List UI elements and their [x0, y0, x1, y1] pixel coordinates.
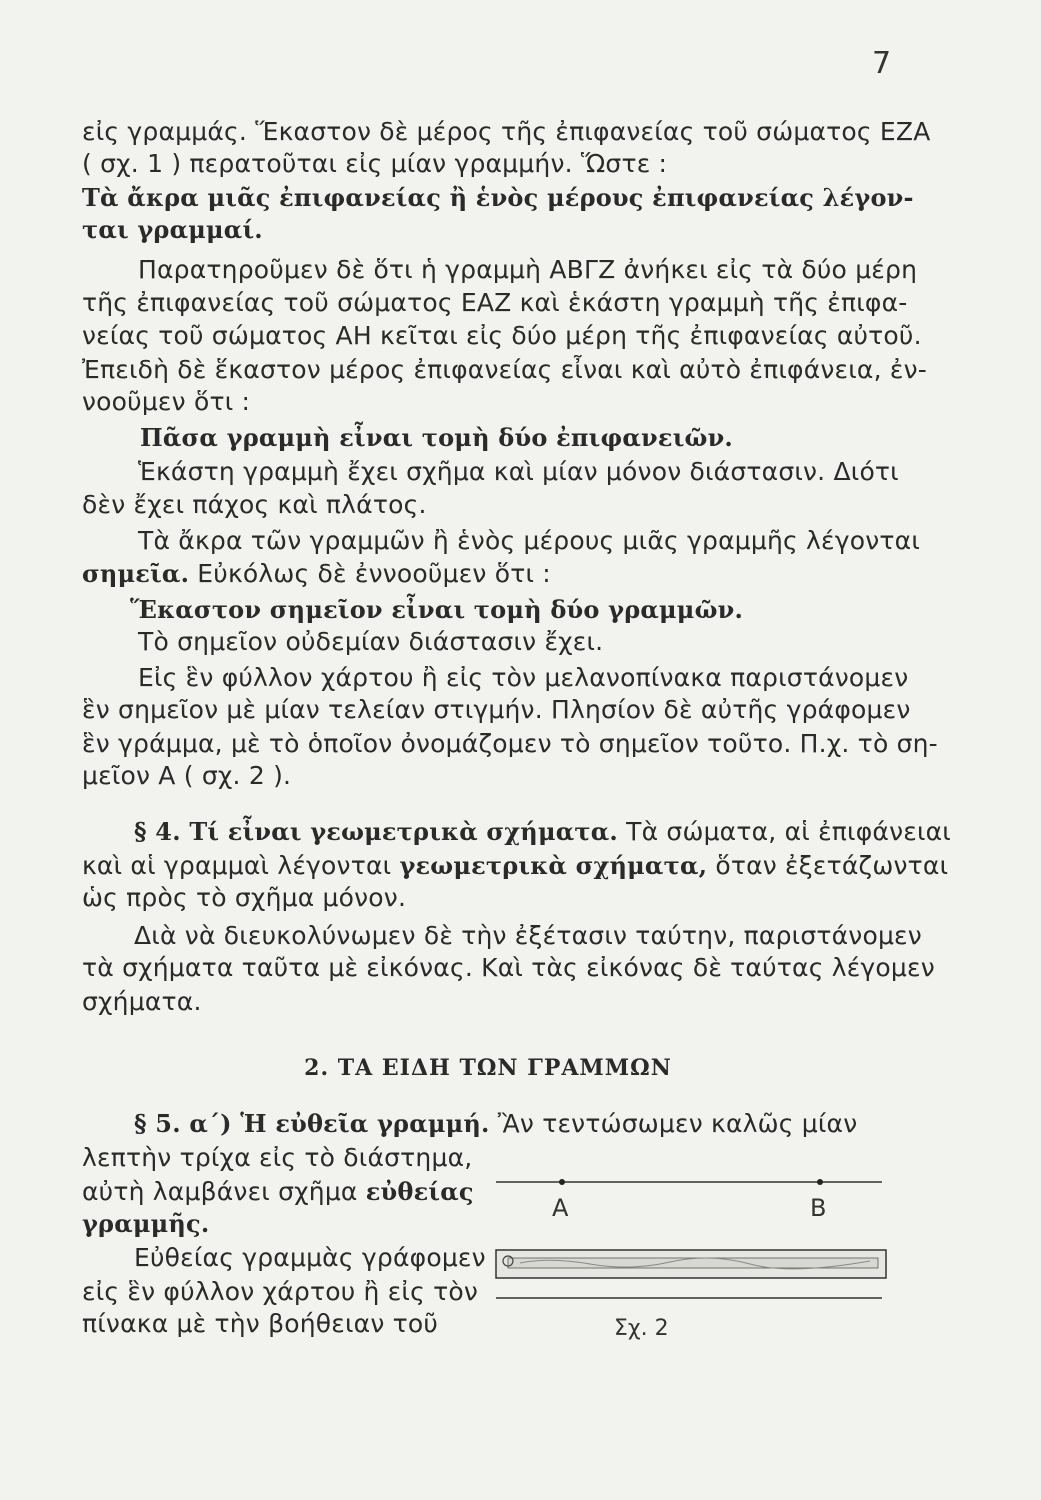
text-line: Τὰ ἄκρα τῶν γραμμῶν ἢ ἑνὸς μέρους μιᾶς γραμμῆς λέγονται: [138, 526, 920, 555]
text-line: πίνακα μὲ τὴν βοήθειαν τοῦ: [82, 1309, 439, 1338]
text-line: [82, 850, 949, 882]
section-4-line: [134, 816, 951, 848]
text-span: Ἂν τεντώσωμεν καλῶς μίαν: [489, 1109, 858, 1138]
point-b: [817, 1179, 823, 1185]
text-line: Διὰ νὰ διευκολύνωμεν δὲ τὴν ἐξέτασιν ταύτην, παριστάνομεν: [134, 921, 922, 950]
term-line: γραμμῆς.: [82, 1209, 210, 1238]
text-line: [82, 558, 894, 590]
text-line: Τὸ σημεῖον οὐδεμίαν διάστασιν ἔχει.: [138, 627, 604, 656]
text-line: δὲν ἔχει πάχος καὶ πλάτος.: [82, 490, 427, 519]
text-line: ὡς πρὸς τὸ σχῆμα μόνον.: [82, 883, 407, 912]
text-line: σχήματα.: [82, 987, 202, 1016]
term-geometric-shapes: γεωμετρικὰ σχήματα,: [399, 851, 708, 880]
term-points: σημεῖα.: [82, 559, 190, 588]
section-heading: 2. ΤΑ ΕΙΔΗ ΤΩΝ ΓΡΑΜΜΩΝ: [304, 1055, 672, 1081]
text-line: μεῖον Α ( σχ. 2 ).: [82, 761, 292, 790]
figure-caption: Σχ. 2: [614, 1316, 669, 1341]
section-5-line: [134, 1108, 946, 1140]
text-line: Ἐπειδὴ δὲ ἕκαστον μέρος ἐπιφανείας εἶναι καὶ αὐτὸ ἐπιφάνεια, ἐν-: [82, 355, 927, 384]
page-number: 7: [872, 46, 892, 81]
text-line: Εἰς ἓν φύλλον χάρτου ἢ εἰς τὸν μελανοπίνακα παριστάνομεν: [138, 663, 909, 692]
point-a: [559, 1179, 565, 1185]
text-line: ἓν σημεῖον μὲ μίαν τελείαν στιγμήν. Πλησίον δὲ αὐτῆς γράφομεν: [82, 695, 911, 724]
text-span: καὶ αἱ γραμμαὶ λέγονται: [82, 851, 400, 880]
text-line: Ἑκάστη γραμμὴ ἔχει σχῆμα καὶ μίαν μόνον διάστασιν. Διότι: [138, 457, 899, 486]
point-a-label: Α: [552, 1194, 569, 1222]
section-4-heading: § 4. Τί εἶναι γεωμετρικὰ σχήματα.: [134, 817, 618, 846]
text-line: Παρατηροῦμεν δὲ ὅτι ἡ γραμμὴ ΑΒΓΖ ἀνήκει εἰς τὰ δύο μέρη: [138, 255, 918, 284]
text-line: [82, 1176, 474, 1208]
ruler-edge: [508, 1258, 878, 1268]
text-span: αὐτὴ λαμβάνει σχῆμα: [82, 1177, 366, 1206]
figure-2: [490, 1160, 890, 1360]
term-straight: εὐθείας: [365, 1177, 474, 1206]
text-line: ( σχ. 1 ) περατοῦται εἰς μίαν γραμμήν. Ὥστε :: [82, 149, 668, 178]
text-line: τῆς ἐπιφανείας τοῦ σώματος ΕΑΖ καὶ ἑκάστη γραμμὴ τῆς ἐπιφα-: [82, 288, 908, 317]
text-line: νείας τοῦ σώματος ΑΗ κεῖται εἰς δύο μέρη τῆς ἐπιφανείας αὐτοῦ.: [82, 321, 922, 350]
text-span: Εὐκόλως δὲ ἐννοοῦμεν ὅτι :: [189, 559, 551, 588]
text-line: εἰς γραμμάς. Ἕκαστον δὲ μέρος τῆς ἐπιφανείας τοῦ σώματος ΕΖΑ: [82, 117, 931, 146]
text-line: λεπτὴν τρίχα εἰς τὸ διάστημα,: [82, 1143, 473, 1172]
definition-line: Ἕκαστον σημεῖον εἶναι τομὴ δύο γραμμῶν.: [130, 595, 744, 624]
text-line: νοοῦμεν ὅτι :: [82, 387, 251, 416]
definition-line: Τὰ ἄκρα μιᾶς ἐπιφανείας ἢ ἑνὸς μέρους ἐπιφανείας λέγον-: [82, 183, 914, 212]
text-line: εἰς ἓν φύλλον χάρτου ἢ εἰς τὸν: [82, 1277, 479, 1306]
text-line: τὰ σχήματα ταῦτα μὲ εἰκόνας. Καὶ τὰς εἰκόνας δὲ ταύτας λέγομεν: [82, 953, 935, 982]
text-span: ὅταν ἐξετάζωνται: [707, 851, 949, 880]
text-line: Εὐθείας γραμμὰς γράφομεν: [134, 1243, 486, 1272]
section-5-heading: § 5. α΄) Ἡ εὐθεῖα γραμμή.: [134, 1109, 490, 1138]
text-line: ἓν γράμμα, μὲ τὸ ὁποῖον ὀνομάζομεν τὸ σημεῖον τοῦτο. Π.χ. τὸ ση-: [82, 729, 938, 758]
point-b-label: Β: [810, 1194, 827, 1222]
definition-line: ται γραμμαί.: [82, 215, 263, 244]
definition-line: Πᾶσα γραμμὴ εἶναι τομὴ δύο ἐπιφανειῶν.: [140, 423, 733, 452]
text-span: Τὰ σώματα, αἱ ἐπιφάνειαι: [617, 817, 951, 846]
